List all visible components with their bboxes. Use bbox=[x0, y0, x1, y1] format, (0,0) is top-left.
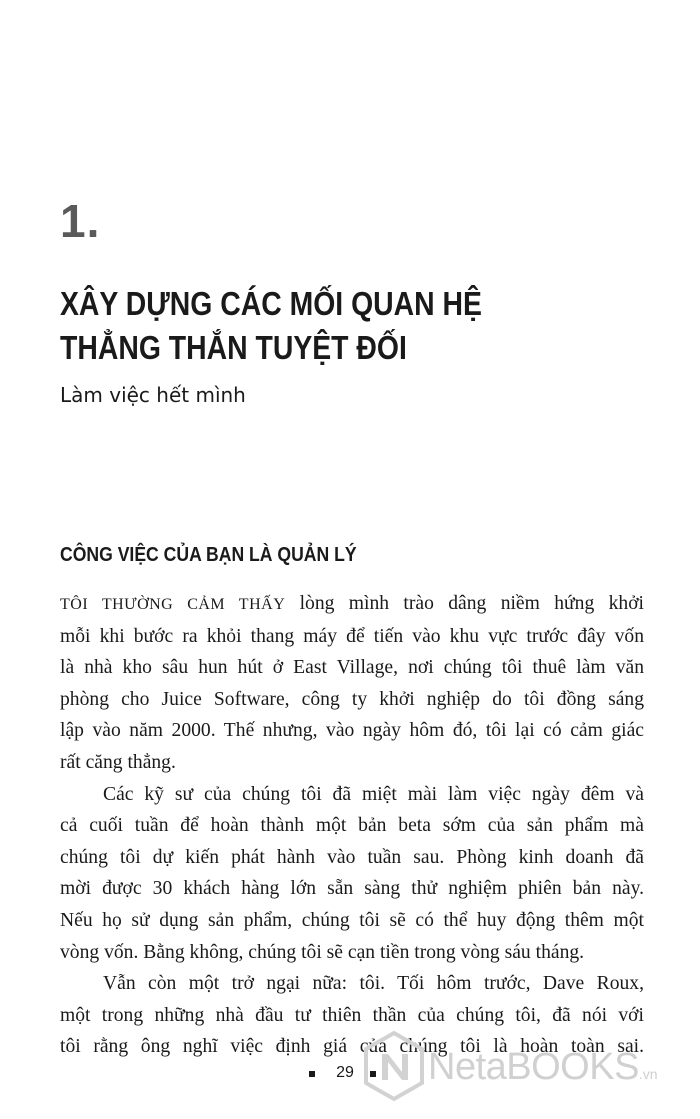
paragraph-2-line-6: vòng vốn. Bằng không, chúng tôi sẽ cạn tiền trong vòng sáu tháng. bbox=[60, 941, 585, 963]
body-text bbox=[60, 588, 644, 1063]
paragraph-2-line-1: Các kỹ sư của chúng tôi đã miệt mài làm việc ngày đêm và bbox=[103, 783, 644, 805]
paragraph-1-line-1-text: lòng mình trào dâng niềm hứng khởi bbox=[285, 593, 644, 614]
watermark-text bbox=[428, 1048, 658, 1086]
paragraph-1-lead: TÔI THƯỜNG CẢM THẤY bbox=[60, 596, 286, 613]
chapter-title-line-1: XÂY DỰNG CÁC MỐI QUAN HỆ bbox=[60, 285, 482, 322]
paragraph-1-line-5: lập vào năm 2000. Thế nhưng, vào ngày hôm đó, tôi lại có cảm giác bbox=[60, 720, 644, 742]
paragraph-1-line-6: rất căng thẳng. bbox=[60, 751, 176, 773]
chapter-subtitle: Làm việc hết mình bbox=[60, 383, 246, 407]
paragraph-2-line-2: cả cuối tuần để hoàn thành một bản beta sớm của sản phẩm mà bbox=[60, 815, 644, 837]
section-heading: CÔNG VIỆC CỦA BẠN LÀ QUẢN LÝ bbox=[60, 544, 357, 566]
n-hexagon-logo-icon bbox=[362, 1030, 426, 1102]
chapter-title bbox=[60, 282, 576, 370]
paragraph-2-line-4: mời được 30 khách hàng lớn sẵn sàng thử nghiệm phiên bản này. bbox=[60, 878, 644, 900]
footer-bullet-left-icon bbox=[309, 1071, 315, 1077]
paragraph-2-line-3: chúng tôi dự kiến phát hành vào tuần sau. Phòng kinh doanh đã bbox=[60, 846, 644, 868]
paragraph-1-line-3: là nhà kho sâu hun hút ở East Village, nơi chúng tôi thuê làm văn bbox=[60, 657, 644, 679]
paragraph-3-line-1: Vẫn còn một trở ngại nữa: tôi. Tối hôm trước, Dave Roux, bbox=[103, 973, 644, 995]
paragraph-3-line-3: tôi rằng ông nghĩ việc định giá của chúng tôi là hoàn toàn sai. bbox=[60, 1036, 644, 1058]
paragraph-2-line-5: Nếu họ sử dụng sản phẩm, chúng tôi sẽ có thể huy động thêm một bbox=[60, 909, 644, 931]
paragraph-1 bbox=[60, 588, 644, 779]
watermark bbox=[362, 1030, 692, 1102]
watermark-brand: NetaBOOKS bbox=[428, 1046, 639, 1088]
paragraph-3-line-2: một trong những nhà đầu tư thiên thần của chúng tôi, đã nói với bbox=[60, 1004, 644, 1026]
chapter-number: 1. bbox=[60, 195, 101, 247]
paragraph-2 bbox=[60, 779, 644, 969]
watermark-tld: .vn bbox=[638, 1066, 658, 1082]
paragraph-1-line-4: phòng cho Juice Software, công ty khởi nghiệp do tôi đồng sáng bbox=[60, 688, 644, 710]
chapter-title-line-2: THẲNG THẮN TUYỆT ĐỐI bbox=[60, 329, 407, 366]
page-number: 29 bbox=[336, 1064, 354, 1081]
paragraph-1-line-1 bbox=[60, 588, 644, 621]
paragraph-1-line-2: mỗi khi bước ra khỏi thang máy để tiến vào khu vực trước đây vốn bbox=[60, 625, 644, 647]
